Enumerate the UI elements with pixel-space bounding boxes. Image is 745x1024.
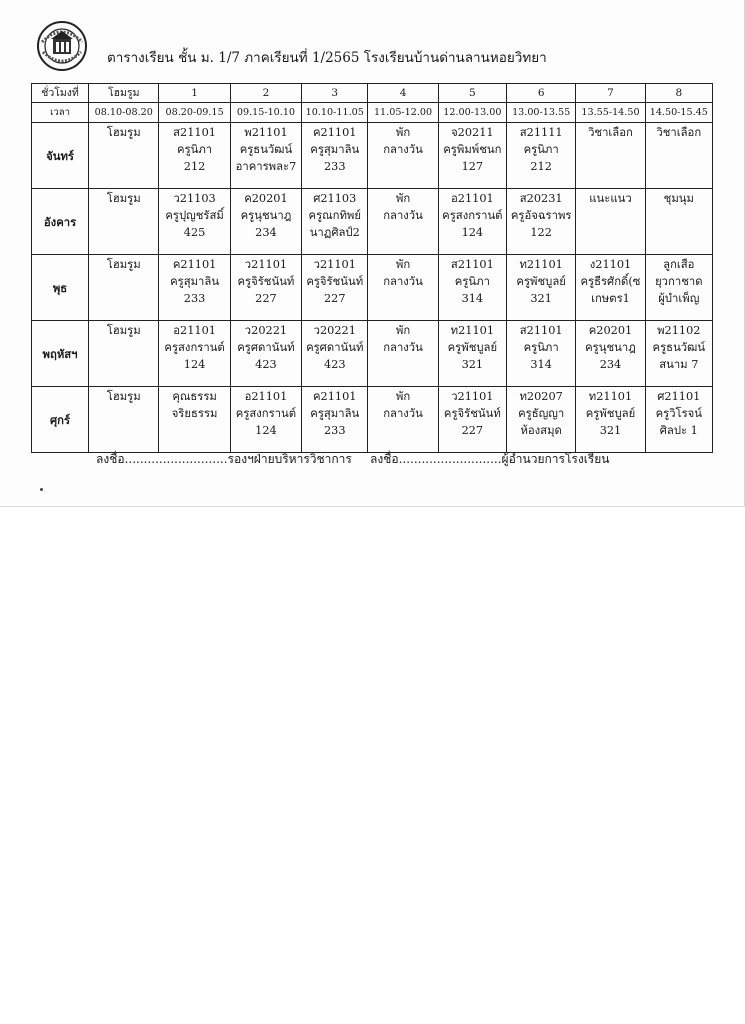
cell-line: ส20231 xyxy=(519,192,563,205)
cell-line: ครูธีรศักดิ์(ซ xyxy=(580,275,641,288)
cell-line: ผู้บำเพ็ญ xyxy=(658,292,700,305)
timetable-cell xyxy=(230,255,301,321)
time-slot-cell: 08.20-09.15 xyxy=(159,103,230,123)
cell-line: โฮมรูม xyxy=(106,192,141,205)
cell-line: 233 xyxy=(183,292,206,305)
timetable-cell xyxy=(89,321,159,387)
timetable-cell xyxy=(302,321,368,387)
timetable-cell xyxy=(507,189,576,255)
cell-line: ลูกเสือ xyxy=(663,258,695,271)
period-header-cell: 2 xyxy=(230,84,301,103)
time-slot-cell: 13.55-14.50 xyxy=(576,103,645,123)
time-slot-cell: 13.00-13.55 xyxy=(507,103,576,123)
cell-line: ค21101 xyxy=(313,126,357,139)
timetable-cell xyxy=(89,123,159,189)
cell-line: 234 xyxy=(255,226,277,239)
time-slot-cell: 14.50-15.45 xyxy=(645,103,712,123)
timetable-cell xyxy=(576,255,645,321)
cell-line: ครูจิรัชนันท์ xyxy=(237,275,295,288)
timetable-cell xyxy=(159,189,230,255)
cell-line: โฮมรูม xyxy=(106,258,141,271)
timetable-cell xyxy=(89,387,159,453)
timetable-cell xyxy=(507,255,576,321)
period-header-cell: 8 xyxy=(645,84,712,103)
scan-speck xyxy=(40,488,43,491)
timetable-cell xyxy=(159,321,230,387)
cell-line: 314 xyxy=(530,358,552,371)
timetable-cell xyxy=(89,255,159,321)
day-name-cell: ศุกร์ xyxy=(32,387,89,453)
cell-line: ค21101 xyxy=(172,258,217,271)
cell-line: ครูนุชนาฎ xyxy=(240,209,292,222)
cell-line: พัก xyxy=(395,192,411,205)
time-slot-cell: 08.10-08.20 xyxy=(89,103,159,123)
day-row xyxy=(32,387,713,453)
cell-line: ยุวกาชาด xyxy=(655,275,703,288)
cell-line: ครูสงกรานต์ xyxy=(164,341,225,354)
cell-line: ครูธัญญา xyxy=(518,407,565,420)
cell-line: ค20201 xyxy=(588,324,633,337)
cell-line: ครูอัจฉราพร xyxy=(510,209,572,222)
day-name-cell: อังคาร xyxy=(32,189,89,255)
cell-line: 321 xyxy=(530,292,552,305)
timetable-cell xyxy=(89,189,159,255)
cell-line: ศ21101 xyxy=(657,390,701,403)
time-row xyxy=(32,103,713,123)
cell-line: ศ21103 xyxy=(313,192,357,205)
timetable-cell xyxy=(576,387,645,453)
day-name-cell: จันทร์ xyxy=(32,123,89,189)
timetable-cell xyxy=(576,321,645,387)
signature-vice-director: ลงชื่อ...........................รองฯฝ่ายบริหารวิชาการ xyxy=(96,452,352,466)
timetable-cell xyxy=(368,321,438,387)
cell-line: 321 xyxy=(461,358,484,371)
timetable-cell xyxy=(230,321,301,387)
cell-line: 425 xyxy=(183,226,206,239)
cell-line: ว21101 xyxy=(451,390,494,403)
timetable-cell xyxy=(507,321,576,387)
cell-line: ครูณกทิพย์ xyxy=(308,209,361,222)
day-name-cell: พุธ xyxy=(32,255,89,321)
cell-line: ครูนุชนาฎ xyxy=(585,341,636,354)
day-row xyxy=(32,255,713,321)
cell-line: 227 xyxy=(255,292,277,305)
cell-line: พัก xyxy=(395,126,411,139)
cell-line: ครูนิภา xyxy=(177,143,213,156)
cell-line: ครูสุมาลิน xyxy=(310,407,360,420)
cell-line: ค21101 xyxy=(313,390,357,403)
timetable-cell xyxy=(645,321,712,387)
cell-line: พ21101 xyxy=(244,126,288,139)
timetable-cell xyxy=(302,255,368,321)
period-header-cell: 1 xyxy=(159,84,230,103)
timetable-cell xyxy=(368,387,438,453)
cell-line: วิชาเลือก xyxy=(588,126,633,139)
cell-line: วิชาเลือก xyxy=(656,126,702,139)
period-header-cell: 4 xyxy=(368,84,438,103)
cell-line: ส21111 xyxy=(519,126,563,139)
time-slot-cell: 11.05-12.00 xyxy=(368,103,438,123)
cell-line: อ21101 xyxy=(173,324,216,337)
cell-line: กลางวัน xyxy=(383,341,423,354)
cell-line: ห้องสมุด xyxy=(520,424,562,437)
timetable-cell xyxy=(230,189,301,255)
cell-line: กลางวัน xyxy=(383,209,423,222)
school-seal-icon xyxy=(36,20,88,72)
timetable xyxy=(31,83,713,453)
cell-line: แนะแนว xyxy=(589,192,632,205)
cell-line: ว21101 xyxy=(313,258,356,271)
cell-line: ครูนิภา xyxy=(523,143,559,156)
cell-line: ชุมนุม xyxy=(663,192,694,205)
cell-line: ครูศดานันท์ xyxy=(237,341,295,354)
timetable-cell xyxy=(159,255,230,321)
timetable-cell xyxy=(576,189,645,255)
timetable-cell xyxy=(438,255,506,321)
timetable-cell xyxy=(368,255,438,321)
cell-line: ว21103 xyxy=(173,192,216,205)
cell-line: ง21101 xyxy=(589,258,632,271)
cell-line: พัก xyxy=(395,324,411,337)
signature-director: ลงชื่อ...........................ผู้อำนวยการโรงเรียน xyxy=(370,452,610,466)
cell-line: ครูจิรัชนันท์ xyxy=(306,275,364,288)
timetable-cell xyxy=(507,123,576,189)
time-label-cell: เวลา xyxy=(32,103,89,123)
cell-line: ครูสงกรานต์ xyxy=(235,407,297,420)
cell-line: ครูพัชบูลย์ xyxy=(516,275,566,288)
cell-line: 233 xyxy=(323,160,346,173)
cell-line: ครูพัชบูลย์ xyxy=(447,341,498,354)
cell-line: ครูวิโรจน์ xyxy=(655,407,703,420)
timetable-cell xyxy=(576,123,645,189)
cell-line: ส21101 xyxy=(173,126,216,139)
timetable-cell xyxy=(645,123,712,189)
period-header-cell: โฮมรูม xyxy=(89,84,159,103)
period-label-cell: ชั่วโมงที่ xyxy=(32,84,89,103)
header-row xyxy=(32,84,713,103)
cell-line: ครูสงกรานต์ xyxy=(442,209,503,222)
cell-line: จ20211 xyxy=(451,126,494,139)
cell-line: ท21101 xyxy=(519,258,563,271)
cell-line: 127 xyxy=(461,160,484,173)
period-header-cell: 6 xyxy=(507,84,576,103)
cell-line: 227 xyxy=(461,424,484,437)
cell-line: นาฏศิลป์2 xyxy=(309,226,360,239)
cell-line: 227 xyxy=(323,292,346,305)
cell-line: อ21101 xyxy=(450,192,494,205)
cell-line: โฮมรูม xyxy=(106,324,141,337)
period-header-cell: 3 xyxy=(302,84,368,103)
timetable-cell xyxy=(438,189,506,255)
cell-line: จริยธรรม xyxy=(171,407,218,420)
cell-line: ว21101 xyxy=(244,258,288,271)
day-name-cell: พฤหัสฯ xyxy=(32,321,89,387)
cell-line: ส21101 xyxy=(519,324,563,337)
cell-line: พัก xyxy=(395,390,411,403)
time-slot-cell: 09.15-10.10 xyxy=(230,103,301,123)
cell-line: ท21101 xyxy=(450,324,495,337)
cell-line: 124 xyxy=(183,358,206,371)
cell-line: ครูพิมพ์ชนก xyxy=(443,143,502,156)
timetable-cell xyxy=(368,123,438,189)
cell-line: ส21101 xyxy=(450,258,494,271)
cell-line: 423 xyxy=(323,358,346,371)
timetable-cell xyxy=(645,255,712,321)
timetable-cell xyxy=(302,189,368,255)
timetable-cell xyxy=(230,387,301,453)
timetable-cell xyxy=(645,387,712,453)
timetable-cell xyxy=(438,123,506,189)
cell-line: 314 xyxy=(461,292,484,305)
timetable-cell xyxy=(230,123,301,189)
timetable-cell xyxy=(438,387,506,453)
cell-line: ครูศดานันท์ xyxy=(306,341,364,354)
cell-line: 234 xyxy=(599,358,622,371)
cell-line: สนาม 7 xyxy=(659,358,699,371)
timetable-cell xyxy=(302,387,368,453)
cell-line: ครูสุมาลิน xyxy=(170,275,220,288)
cell-line: โฮมรูม xyxy=(106,126,141,139)
day-row xyxy=(32,321,713,387)
cell-line: เกษตร1 xyxy=(591,292,630,305)
time-slot-cell: 10.10-11.05 xyxy=(302,103,368,123)
period-header-cell: 5 xyxy=(438,84,506,103)
timetable-cell xyxy=(507,387,576,453)
cell-line: ครูนิภา xyxy=(523,341,559,354)
cell-line: โฮมรูม xyxy=(106,390,141,403)
cell-line: 212 xyxy=(530,160,552,173)
cell-line: 124 xyxy=(255,424,277,437)
cell-line: 212 xyxy=(183,160,206,173)
day-row xyxy=(32,123,713,189)
page-title: ตารางเรียน ชั้น ม. 1/7 ภาคเรียนที่ 1/2565 โรงเรียนบ้านด่านลานหอยวิทยา xyxy=(107,50,547,66)
cell-line: กลางวัน xyxy=(383,407,423,420)
cell-line: ครูธนวัฒน์ xyxy=(652,341,706,354)
cell-line: 122 xyxy=(530,226,552,239)
cell-line: พัก xyxy=(395,258,411,271)
cell-line: ครูปุญชรัสมิ์ xyxy=(165,209,224,222)
cell-line: ท21101 xyxy=(588,390,633,403)
cell-line: กลางวัน xyxy=(383,143,423,156)
timetable-cell xyxy=(645,189,712,255)
cell-line: ครูจิรัชนันท์ xyxy=(443,407,501,420)
time-slot-cell: 12.00-13.00 xyxy=(438,103,506,123)
timetable-cell xyxy=(159,123,230,189)
cell-line: อาคารพละ7 xyxy=(235,160,297,173)
timetable-cell xyxy=(368,189,438,255)
timetable-cell xyxy=(438,321,506,387)
cell-line: ศิลปะ 1 xyxy=(659,424,698,437)
cell-line: ท20207 xyxy=(519,390,563,403)
cell-line: อ21101 xyxy=(244,390,288,403)
cell-line: ว20221 xyxy=(244,324,288,337)
cell-line: ครูนิภา xyxy=(454,275,490,288)
cell-line: คุณธรรม xyxy=(172,390,217,403)
cell-line: พ21102 xyxy=(657,324,701,337)
cell-line: ว20221 xyxy=(313,324,356,337)
cell-line: ครูธนวัฒน์ xyxy=(239,143,293,156)
timetable-cell xyxy=(159,387,230,453)
period-header-cell: 7 xyxy=(576,84,645,103)
cell-line: กลางวัน xyxy=(383,275,423,288)
cell-line: 321 xyxy=(599,424,622,437)
cell-line: ค20201 xyxy=(244,192,288,205)
cell-line: ครูพัชบูลย์ xyxy=(585,407,636,420)
timetable-cell xyxy=(302,123,368,189)
cell-line: ครูสุมาลิน xyxy=(310,143,360,156)
cell-line: 233 xyxy=(323,424,346,437)
cell-line: 124 xyxy=(461,226,484,239)
day-row xyxy=(32,189,713,255)
cell-line: 423 xyxy=(255,358,277,371)
